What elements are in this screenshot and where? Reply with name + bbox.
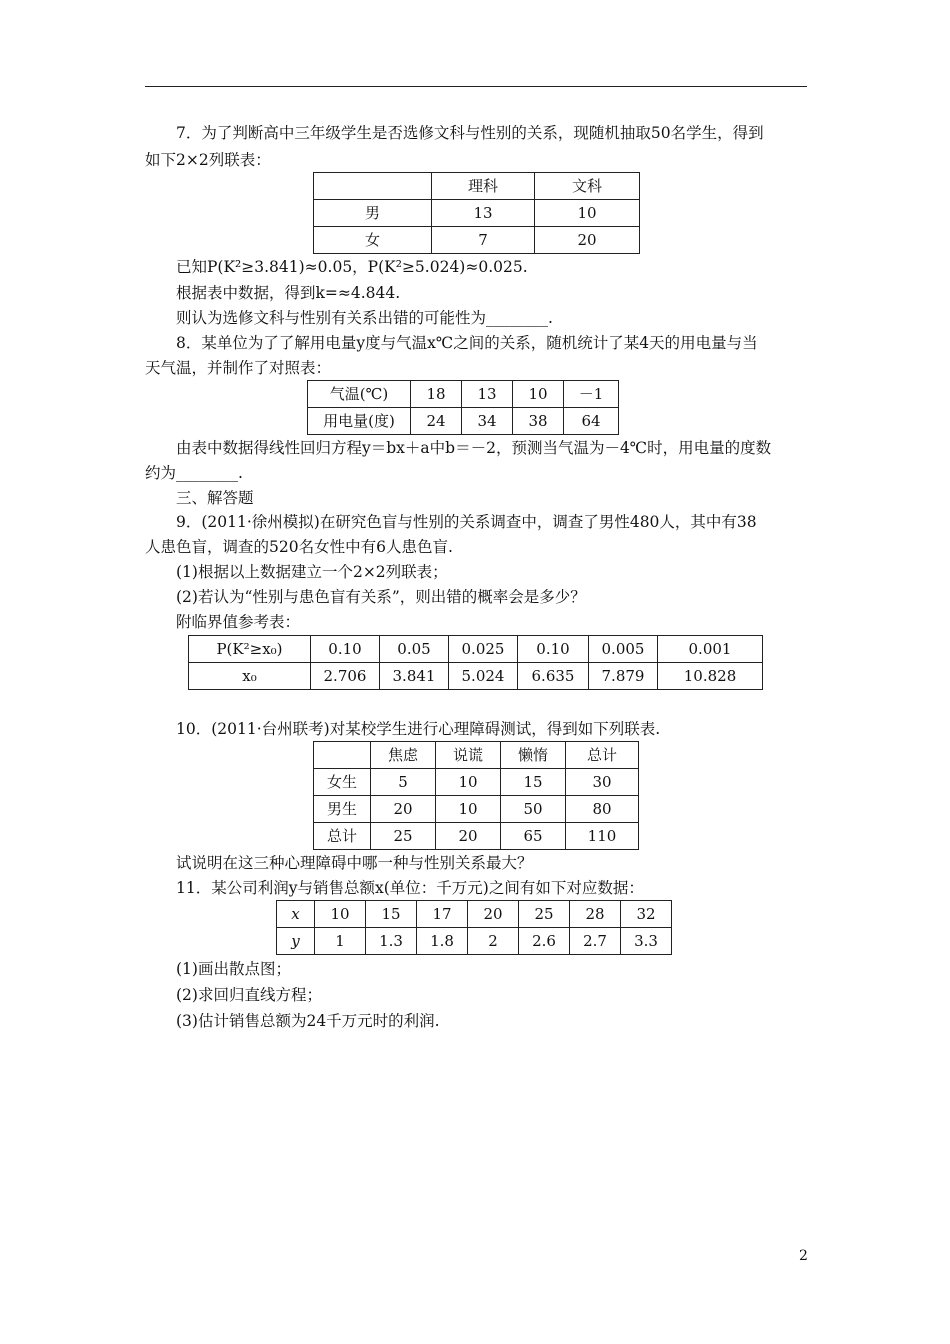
table-header-cell: 理科 xyxy=(432,173,535,200)
table-header-cell: 总计 xyxy=(566,742,639,769)
table-cell: 28 xyxy=(570,901,621,928)
table-cell: －1 xyxy=(564,381,619,408)
table-cell: 25 xyxy=(371,823,436,850)
q8-intro-line2: 天气温，并制作了对照表： xyxy=(145,359,332,377)
table-row-label: 男 xyxy=(314,200,432,227)
table-cell: 20 xyxy=(468,901,519,928)
table-cell: 0.10 xyxy=(518,636,589,663)
table-cell: 20 xyxy=(535,227,640,254)
q7-intro-line2: 如下2×2列联表： xyxy=(145,151,271,169)
table-row-label: 总计 xyxy=(314,823,371,850)
q10-ask: 试说明在这三种心理障碍中哪一种与性别关系最大？ xyxy=(176,854,533,872)
table-cell: 18 xyxy=(411,381,462,408)
table-cell: 0.001 xyxy=(658,636,763,663)
table-cell: 32 xyxy=(621,901,672,928)
table-cell xyxy=(314,742,371,769)
table-cell: 0.005 xyxy=(589,636,658,663)
q8-intro-line1: 8．某单位为了了解用电量y度与气温x℃之间的关系，随机统计了某4天的用电量与当 xyxy=(176,334,758,352)
table-cell: 0.025 xyxy=(449,636,518,663)
table-row-label: 女 xyxy=(314,227,432,254)
table-cell: 15 xyxy=(501,769,566,796)
table-cell: 24 xyxy=(411,408,462,435)
table-cell: 30 xyxy=(566,769,639,796)
q11-part2: (2)求回归直线方程； xyxy=(176,986,322,1004)
table-cell: 34 xyxy=(462,408,513,435)
table-cell: 10 xyxy=(436,796,501,823)
table-cell: 20 xyxy=(371,796,436,823)
table-cell: 80 xyxy=(566,796,639,823)
table-cell: 1.3 xyxy=(366,928,417,955)
table-cell: 10 xyxy=(513,381,564,408)
table-row-label: 男生 xyxy=(314,796,371,823)
q8-line2: 约为________. xyxy=(145,464,243,482)
table-cell: 17 xyxy=(417,901,468,928)
table-cell: 1 xyxy=(315,928,366,955)
q10-intro: 10．(2011·台州联考)对某校学生进行心理障碍测试，得到如下列联表. xyxy=(176,720,661,738)
q9-critical-value-table xyxy=(188,635,763,690)
table-cell: 1.8 xyxy=(417,928,468,955)
table-cell: 0.05 xyxy=(380,636,449,663)
header-rule xyxy=(145,86,807,87)
table-header-cell: 焦虑 xyxy=(371,742,436,769)
table-cell: 38 xyxy=(513,408,564,435)
q8-line1: 由表中数据得线性回归方程y＝bx＋a中b＝－2，预测当气温为－4℃时，用电量的度数 xyxy=(176,439,772,457)
table-cell: 6.635 xyxy=(518,663,589,690)
table-cell: 13 xyxy=(462,381,513,408)
table-header-cell: 懒惰 xyxy=(501,742,566,769)
table-cell xyxy=(314,173,432,200)
table-row-label: 女生 xyxy=(314,769,371,796)
table-cell: 3.3 xyxy=(621,928,672,955)
table-cell: 10 xyxy=(535,200,640,227)
table-cell: 64 xyxy=(564,408,619,435)
table-cell: 50 xyxy=(501,796,566,823)
table-cell: 2.6 xyxy=(519,928,570,955)
table-row-label: 气温(℃) xyxy=(308,381,411,408)
table-cell: 10 xyxy=(315,901,366,928)
table-row-label: P(K²≥x₀) xyxy=(189,636,311,663)
table-row-label: 用电量(度) xyxy=(308,408,411,435)
q7-intro-line1: 7．为了判断高中三年级学生是否选修文科与性别的关系，现随机抽取50名学生，得到 xyxy=(176,124,764,142)
page-number: 2 xyxy=(799,1248,808,1264)
table-row-label: x₀ xyxy=(189,663,311,690)
q11-data-table xyxy=(276,900,672,955)
q11-part3: (3)估计销售总额为24千万元时的利润. xyxy=(176,1012,440,1030)
q11-intro: 11．某公司利润y与销售总额x(单位：千万元)之间有如下对应数据： xyxy=(176,879,644,897)
table-cell: 65 xyxy=(501,823,566,850)
table-header-cell: 说谎 xyxy=(436,742,501,769)
table-cell: 15 xyxy=(366,901,417,928)
q7-ask: 则认为选修文科与性别有关系出错的可能性为________. xyxy=(176,309,553,327)
q9-intro-line1: 9．(2011·徐州模拟)在研究色盲与性别的关系调查中，调查了男性480人，其中有38 xyxy=(176,513,757,531)
table-cell: 25 xyxy=(519,901,570,928)
q9-part1: (1)根据以上数据建立一个2×2列联表； xyxy=(176,563,448,581)
table-cell: 2 xyxy=(468,928,519,955)
table-row-label: x xyxy=(277,901,315,928)
table-cell: 0.10 xyxy=(311,636,380,663)
table-cell: 13 xyxy=(432,200,535,227)
table-cell: 7 xyxy=(432,227,535,254)
table-cell: 7.879 xyxy=(589,663,658,690)
table-cell: 10.828 xyxy=(658,663,763,690)
q9-reference-label: 附临界值参考表： xyxy=(176,613,301,631)
q8-temperature-table xyxy=(307,380,619,435)
q10-contingency-table xyxy=(313,741,639,850)
q9-part2: (2)若认为“性别与患色盲有关系”，则出错的概率会是多少？ xyxy=(176,588,586,606)
q7-calc: 根据表中数据，得到k=≈4.844. xyxy=(176,284,401,302)
table-cell: 5.024 xyxy=(449,663,518,690)
table-cell: 3.841 xyxy=(380,663,449,690)
table-cell: 20 xyxy=(436,823,501,850)
table-cell: 2.706 xyxy=(311,663,380,690)
q9-intro-line2: 人患色盲，调查的520名女性中有6人患色盲. xyxy=(145,538,453,556)
table-row-label: y xyxy=(277,928,315,955)
table-cell: 10 xyxy=(436,769,501,796)
section-heading: 三、解答题 xyxy=(176,489,254,507)
table-cell: 110 xyxy=(566,823,639,850)
q7-known: 已知P(K²≥3.841)≈0.05，P(K²≥5.024)≈0.025. xyxy=(176,258,528,276)
q11-part1: (1)画出散点图； xyxy=(176,960,291,978)
table-header-cell: 文科 xyxy=(535,173,640,200)
table-cell: 5 xyxy=(371,769,436,796)
q7-contingency-table xyxy=(313,172,640,254)
table-cell: 2.7 xyxy=(570,928,621,955)
